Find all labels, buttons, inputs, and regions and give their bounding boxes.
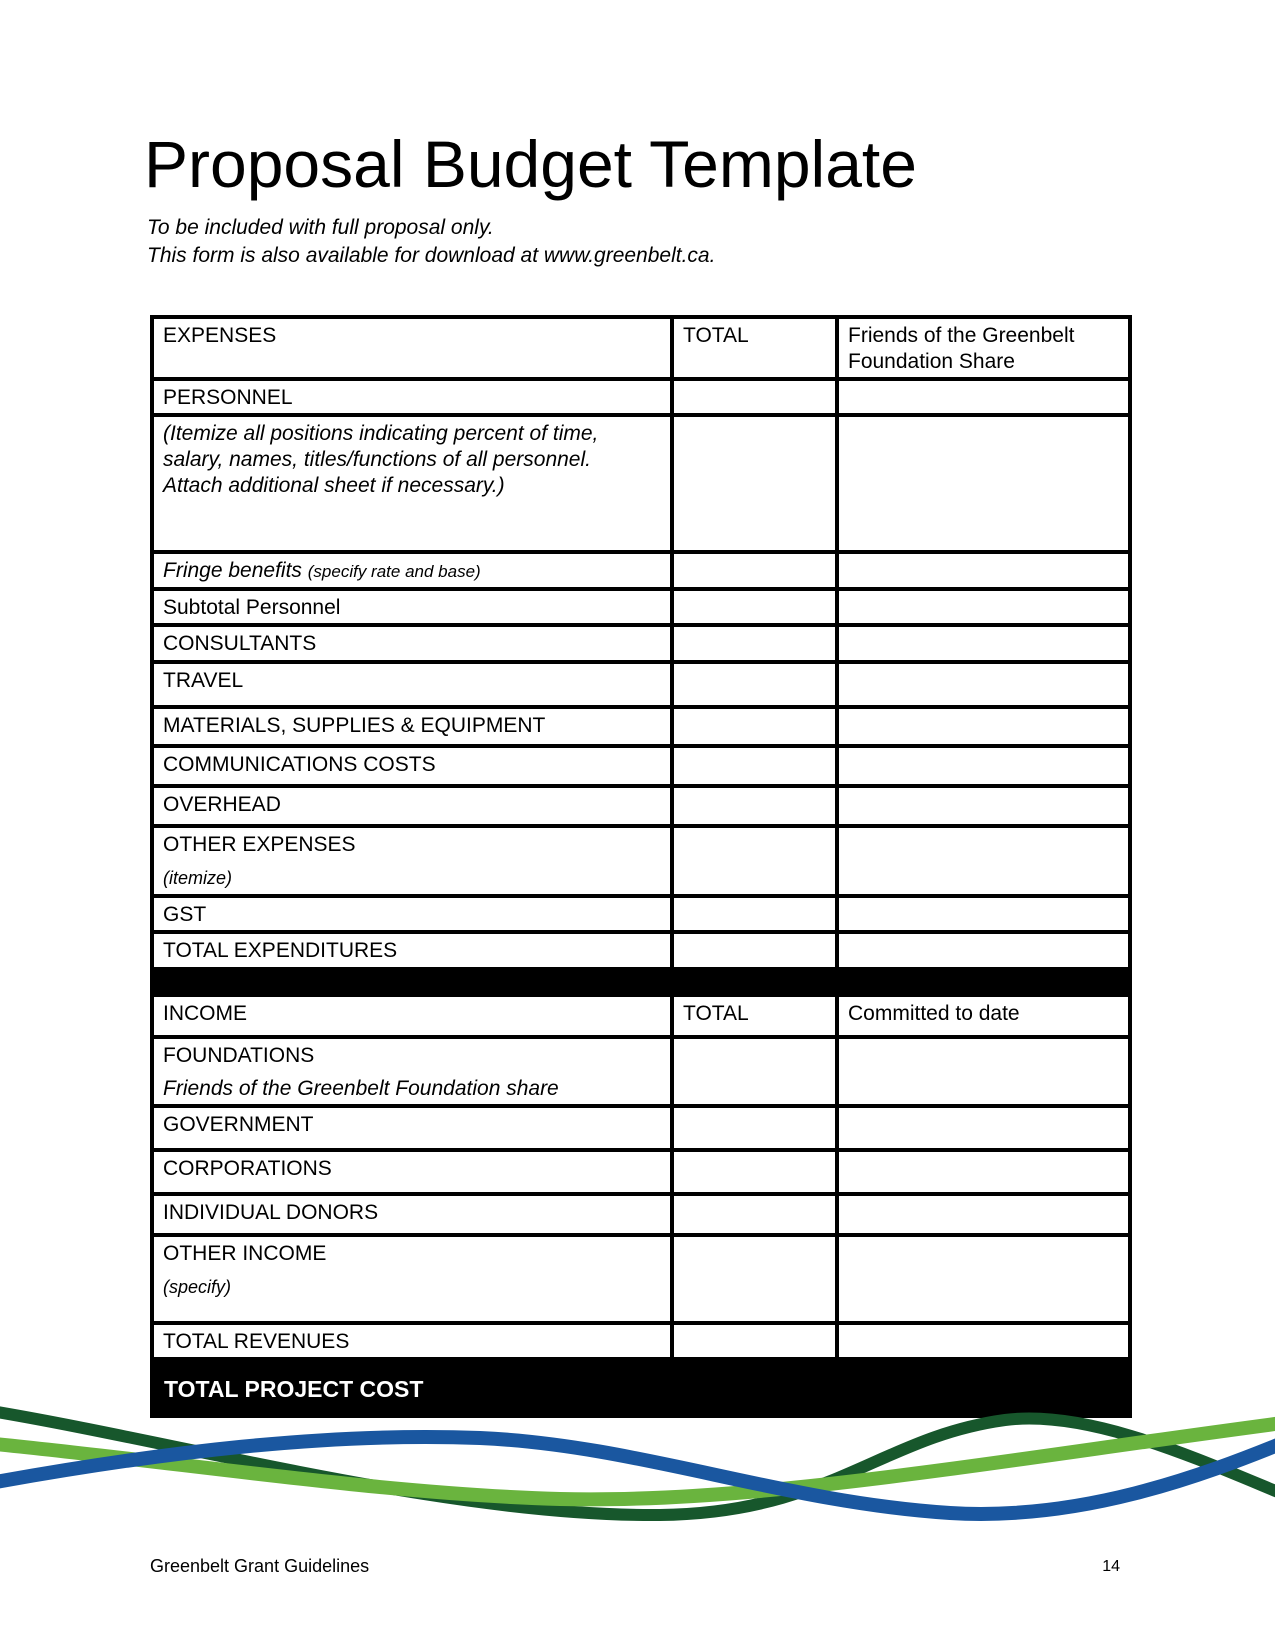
row-label: COMMUNICATIONS COSTS [152, 746, 672, 786]
share-cell [837, 415, 1130, 552]
row-label: OVERHEAD [152, 786, 672, 826]
row-label: TRAVEL [152, 662, 672, 707]
committed-cell [837, 1235, 1130, 1323]
total-cell [672, 552, 837, 589]
footer-page-number: 14 [1102, 1558, 1120, 1575]
total-cell [672, 1106, 837, 1150]
share-cell [837, 379, 1130, 415]
section-separator-band [152, 969, 1130, 995]
row-label: MATERIALS, SUPPLIES & EQUIPMENT [152, 707, 672, 746]
total-cell [672, 1235, 837, 1323]
total-cell [672, 896, 837, 932]
total-cell [672, 415, 837, 552]
total-cell [672, 379, 837, 415]
table-row-individual-donors [152, 1194, 1130, 1235]
table-row-total-expenditures [152, 932, 1130, 969]
committed-cell [837, 1037, 1130, 1106]
expenses-header: EXPENSES [152, 317, 672, 379]
total-cell [672, 707, 837, 746]
table-row-government [152, 1106, 1130, 1150]
expenses-total-header: TOTAL [672, 317, 837, 379]
income-committed-header: Committed to date [837, 995, 1130, 1037]
table-row-gst [152, 896, 1130, 932]
page-title: Proposal Budget Template [144, 127, 917, 201]
share-cell [837, 552, 1130, 589]
total-cell [672, 625, 837, 662]
share-cell [837, 589, 1130, 625]
total-cell [672, 1150, 837, 1194]
greenbelt-wave-graphic [0, 1335, 1275, 1540]
row-label: TOTAL EXPENDITURES [152, 932, 672, 969]
row-label: TOTAL REVENUES [152, 1323, 672, 1359]
expenses-header-row [152, 317, 1130, 379]
share-cell [837, 826, 1130, 896]
personnel-note: (Itemize all positions indicating percent of time, salary, names, titles/functions of all personnel. Attach additional sheet if necessary.) [163, 422, 599, 497]
table-row-fringe-benefits [152, 552, 1130, 589]
total-cell [672, 589, 837, 625]
table-row-consultants [152, 625, 1130, 662]
committed-cell [837, 1194, 1130, 1235]
row-label: CORPORATIONS [152, 1150, 672, 1194]
row-label: GOVERNMENT [152, 1106, 672, 1150]
table-row-foundations [152, 1037, 1130, 1106]
table-row-other-income [152, 1235, 1130, 1323]
row-sub-label: (specify) [163, 1277, 232, 1297]
budget-table [150, 315, 1132, 1418]
total-cell [672, 826, 837, 896]
row-label: OTHER INCOME [163, 1242, 327, 1265]
row-label: Subtotal Personnel [152, 589, 672, 625]
income-total-header: TOTAL [672, 995, 837, 1037]
share-cell [837, 625, 1130, 662]
table-row-subtotal-personnel [152, 589, 1130, 625]
total-cell [672, 662, 837, 707]
row-label: GST [152, 896, 672, 932]
row-label: OTHER EXPENSES [163, 833, 356, 856]
income-header-row [152, 995, 1130, 1037]
table-row-overhead [152, 786, 1130, 826]
subtitle-line-2: This form is also available for download at www.greenbelt.ca. [147, 244, 716, 267]
total-cell [672, 932, 837, 969]
share-cell [837, 707, 1130, 746]
table-row-corporations [152, 1150, 1130, 1194]
table-row-other-expenses [152, 826, 1130, 896]
total-cell [672, 1037, 837, 1106]
separator-bar [152, 969, 1130, 995]
committed-cell [837, 1106, 1130, 1150]
table-row-communications [152, 746, 1130, 786]
row-label: INDIVIDUAL DONORS [152, 1194, 672, 1235]
row-sub-label: Friends of the Greenbelt Foundation share [163, 1077, 559, 1100]
total-cell [672, 786, 837, 826]
page-subtitle [147, 214, 715, 270]
total-project-cost-label: TOTAL PROJECT COST [152, 1359, 1130, 1416]
table-row-materials [152, 707, 1130, 746]
total-cell [672, 746, 837, 786]
row-label: PERSONNEL [152, 379, 672, 415]
share-cell [837, 896, 1130, 932]
row-sub-label: (itemize) [163, 868, 233, 888]
footer-document-name: Greenbelt Grant Guidelines [150, 1556, 370, 1576]
row-label: Fringe benefits [163, 559, 302, 582]
table-row-personnel [152, 379, 1130, 415]
income-header: INCOME [152, 995, 672, 1037]
share-cell [837, 662, 1130, 707]
table-row-personnel-note [152, 415, 1130, 552]
committed-cell [837, 1150, 1130, 1194]
table-row-travel [152, 662, 1130, 707]
share-cell [837, 746, 1130, 786]
row-label: CONSULTANTS [152, 625, 672, 662]
total-cell [672, 1194, 837, 1235]
subtitle-line-1: To be included with full proposal only. [147, 216, 494, 239]
share-cell [837, 786, 1130, 826]
share-cell [837, 932, 1130, 969]
row-label: FOUNDATIONS [163, 1044, 315, 1067]
row-label-suffix: (specify rate and base) [307, 562, 481, 581]
expenses-share-header: Friends of the Greenbelt Foundation Share [837, 317, 1130, 379]
